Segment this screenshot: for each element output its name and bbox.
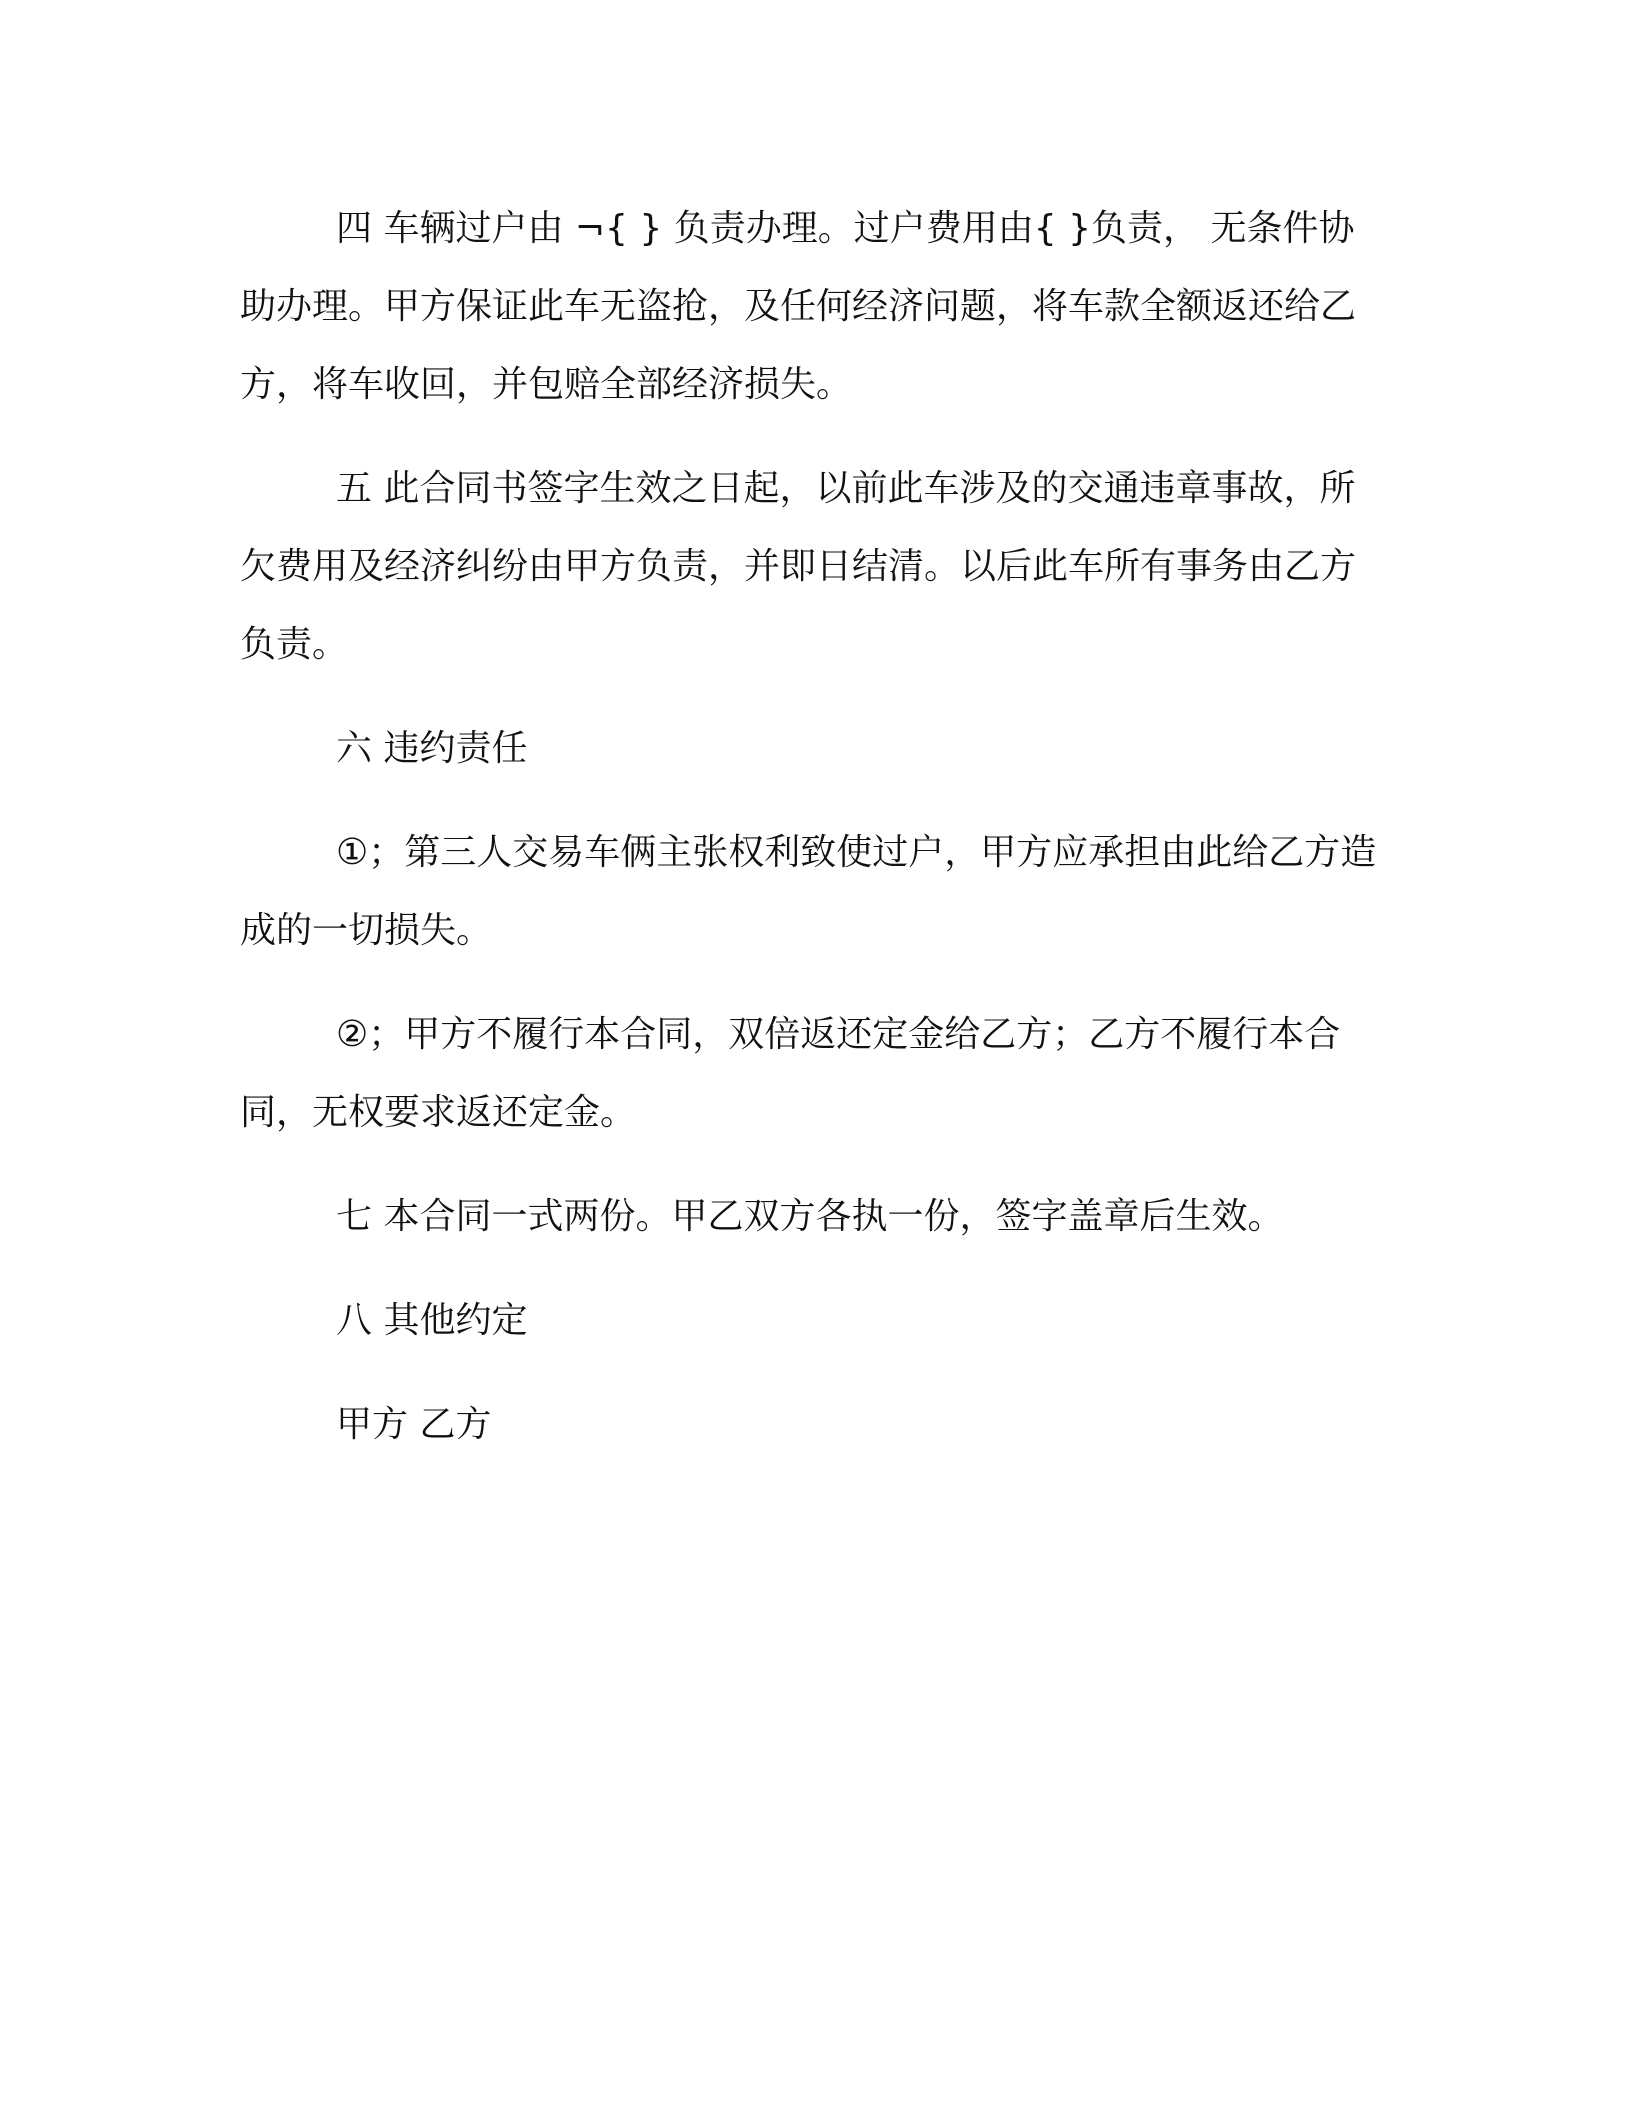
clause-6-item-2: ②；甲方不履行本合同，双倍返还定金给乙方；乙方不履行本合同，无权要求返还定金。 — [240, 1014, 1341, 1133]
clause-5-paragraph: 五 此合同书签字生效之日起，以前此车涉及的交通违章事故，所欠费用及经济纠纷由甲方负责，并即日结清。以后此车所有事务由乙方负责。 — [240, 468, 1357, 665]
clause-4-paragraph: 四 车辆过户由 ¬{ } 负责办理。过户费用由{ }负责， 无条件协助办理。甲方保证此车无盗抢，及任何经济问题，将车款全额返还给乙方，将车收回，并包赔全部经济损失。 — [240, 208, 1357, 405]
clause-7-paragraph: 七 本合同一式两份。甲乙双方各执一份，签字盖章后生效。 — [336, 1196, 1284, 1237]
clause-6-heading: 六 违约责任 — [336, 728, 528, 769]
clause-6-item-1: ①；第三人交易车俩主张权利致使过户，甲方应承担由此给乙方造成的一切损失。 — [240, 832, 1377, 951]
document-body — [240, 190, 1390, 1490]
party-signature-line: 甲方 乙方 — [336, 1404, 492, 1445]
clause-8-heading: 八 其他约定 — [336, 1300, 528, 1341]
